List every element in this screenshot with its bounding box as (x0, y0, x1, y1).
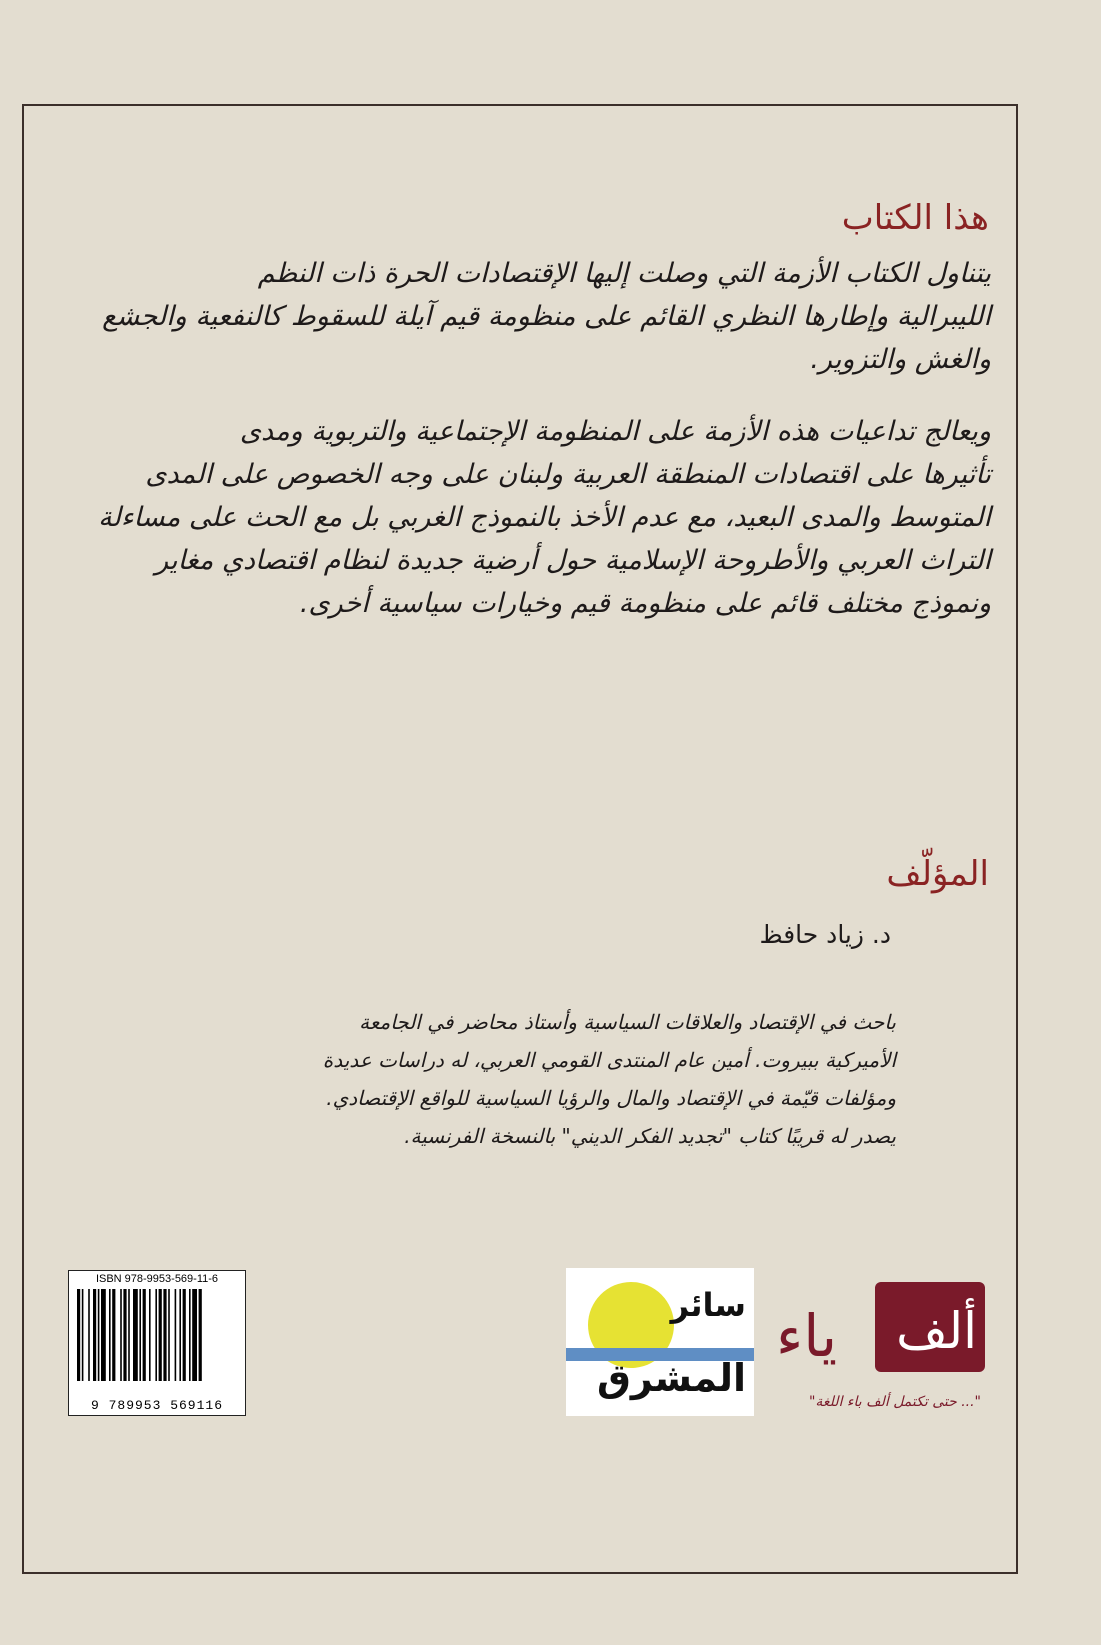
author-bio (323, 1003, 896, 1155)
ya-text: ياء (776, 1302, 838, 1370)
logo-slogan: "... حتى تكتمل ألف باء اللغة" (808, 1394, 981, 1410)
barcode-bar (159, 1289, 162, 1381)
text-line: باحث في الإقتصاد والعلاقات السياسية وأستاذ محاضر في الجامعة (359, 1010, 896, 1034)
text-line: الليبرالية وإطارها النظري القائم على منظومة قيم آيلة للسقوط كالنفعية والجشع (102, 301, 991, 332)
barcode-bar (149, 1289, 151, 1381)
barcode-bar (133, 1289, 138, 1381)
text-line: تأثيرها على اقتصادات المنطقة العربية ولبنان على وجه الخصوص على المدى (145, 459, 991, 490)
about-paragraph-1 (102, 252, 991, 381)
barcode-bar (168, 1289, 170, 1381)
text-line: الأميركية ببيروت. أمين عام المنتدى القومي العربي، له دراسات عديدة (322, 1048, 896, 1072)
alef-text: ألف (896, 1302, 977, 1360)
logo-text-line1: سائر (670, 1286, 746, 1324)
author-heading: المؤلّف (886, 854, 989, 894)
barcode-bar (189, 1289, 191, 1381)
barcode-bar (98, 1289, 100, 1381)
barcode-bar (183, 1289, 186, 1381)
barcode-number: 9 789953 569116 (90, 1398, 224, 1413)
author-name: د. زياد حافظ (759, 920, 891, 949)
text-line: يتناول الكتاب الأزمة التي وصلت إليها الإقتصادات الحرة ذات النظم (257, 258, 991, 289)
barcode-bar (109, 1289, 111, 1381)
barcode-bar (82, 1289, 84, 1381)
barcode-bars (75, 1289, 241, 1385)
dar-al-mashreq-logo (566, 1268, 754, 1416)
about-paragraph-2 (98, 410, 991, 625)
barcode-bar (175, 1289, 177, 1381)
barcode-bar (93, 1289, 96, 1381)
barcode-bar (101, 1289, 106, 1381)
barcode-bar (120, 1289, 122, 1381)
isbn-barcode (68, 1270, 246, 1416)
barcode-bar (155, 1289, 157, 1381)
barcode-bar (179, 1289, 181, 1381)
barcode-bar (77, 1289, 80, 1381)
isbn-label: ISBN 978-9953-569-11-6 (95, 1273, 219, 1285)
text-line: التراث العربي والأطروحة الإسلامية حول أرضية جديدة لنظام اقتصادي مغاير (155, 545, 991, 576)
text-line: ويعالج تداعيات هذه الأزمة على المنظومة الإجتماعية والتربوية ومدى (239, 416, 991, 447)
about-heading: هذا الكتاب (841, 198, 989, 238)
barcode-bar (139, 1289, 141, 1381)
barcode-bar (199, 1289, 202, 1381)
barcode-bar (192, 1289, 197, 1381)
barcode-bar (112, 1289, 115, 1381)
text-line: ومؤلفات قيّمة في الإقتصاد والمال والرؤيا السياسية للواقع الإقتصادي. (326, 1086, 896, 1110)
logo-text-line2: المشرق (596, 1356, 746, 1400)
alef-box (875, 1282, 985, 1372)
text-line: ونموذج مختلف قائم على منظومة قيم وخيارات سياسية أخرى. (299, 588, 991, 619)
alef-ya-logo (770, 1268, 985, 1428)
text-line: يصدر له قريبًا كتاب "تجديد الفكر الديني" بالنسخة الفرنسية. (404, 1124, 896, 1148)
barcode-bar (143, 1289, 146, 1381)
text-line: والغش والتزوير. (810, 344, 991, 375)
barcode-bar (128, 1289, 130, 1381)
barcode-bar (88, 1289, 90, 1381)
barcode-bar (163, 1289, 166, 1381)
barcode-bar (123, 1289, 126, 1381)
text-line: المتوسط والمدى البعيد، مع عدم الأخذ بالنموذج الغربي بل مع الحث على مساءلة (98, 502, 991, 533)
